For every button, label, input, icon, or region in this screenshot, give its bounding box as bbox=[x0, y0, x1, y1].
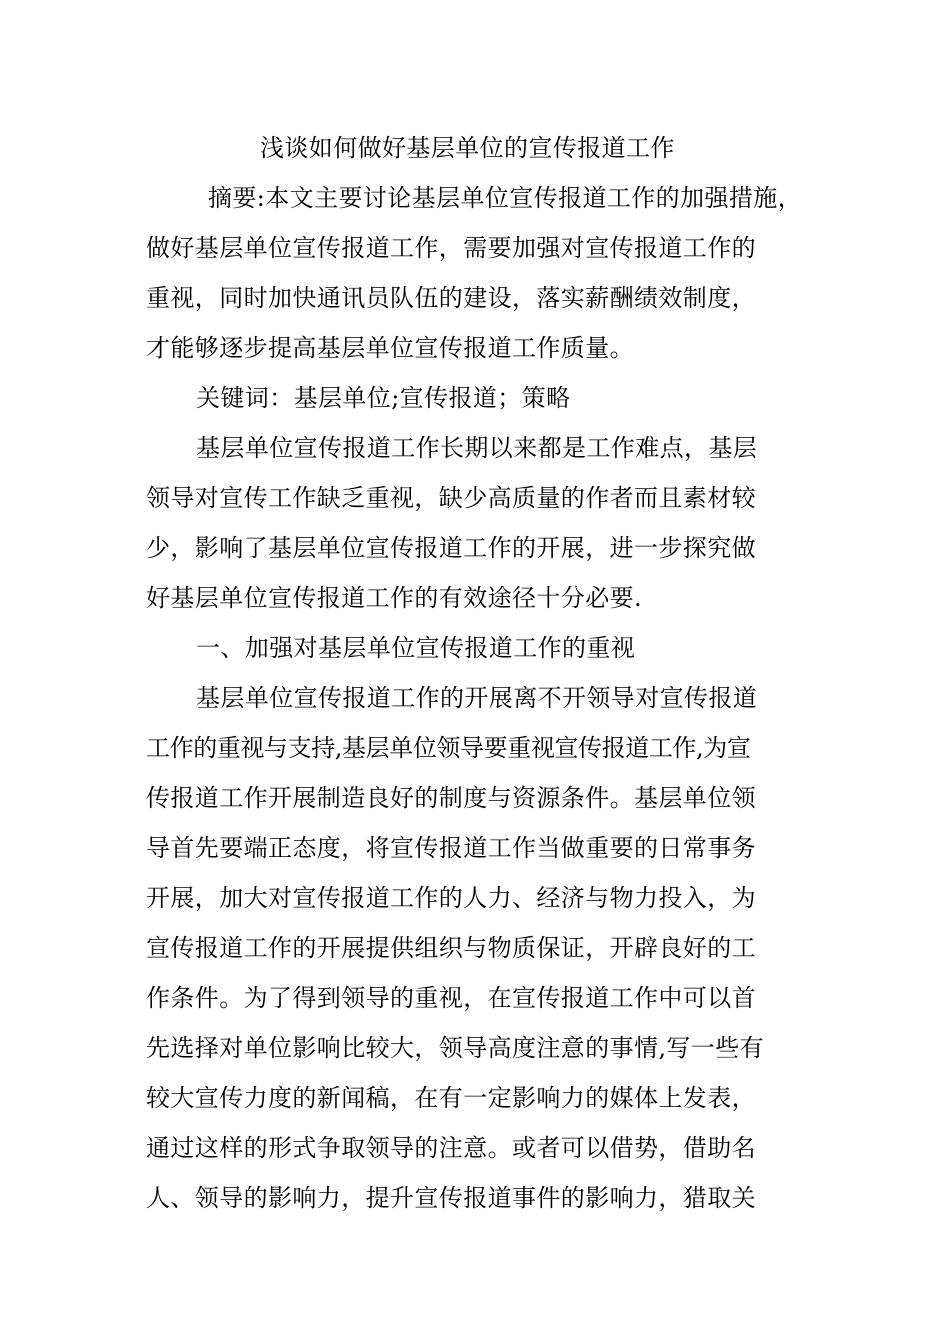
paragraph-line: 导首先要端正态度，将宣传报道工作当做重要的日常事务 bbox=[146, 834, 756, 862]
document-title: 浅谈如何做好基层单位的宣传报道工作 bbox=[260, 134, 675, 162]
paragraph-line: 宣传报道工作的开展提供组织与物质保证，开辟良好的工 bbox=[146, 934, 756, 962]
paragraph-line: 领导对宣传工作缺乏重视，缺少高质量的作者而且素材较 bbox=[146, 484, 756, 512]
paragraph-line: 作条件。为了得到领导的重视，在宣传报道工作中可以首 bbox=[146, 984, 756, 1012]
paragraph-line: 传报道工作开展制造良好的制度与资源条件。基层单位领 bbox=[146, 784, 756, 812]
paragraph-line: 较大宣传力度的新闻稿，在有一定影响力的媒体上发表， bbox=[146, 1084, 756, 1112]
abstract-line: 重视，同时加快通讯员队伍的建设，落实薪酬绩效制度， bbox=[146, 284, 756, 312]
paragraph-line: 人、领导的影响力，提升宣传报道事件的影响力，猎取关 bbox=[146, 1184, 756, 1212]
section-heading: 一、加强对基层单位宣传报道工作的重视 bbox=[196, 634, 636, 662]
paragraph-line: 基层单位宣传报道工作的开展离不开领导对宣传报道 bbox=[196, 684, 758, 712]
paragraph-line: 先选择对单位影响比较大，领导高度注意的事情,写一些有 bbox=[146, 1034, 765, 1062]
abstract-line: 才能够逐步提高基层单位宣传报道工作质量。 bbox=[146, 334, 634, 362]
paragraph-line: 开展，加大对宣传报道工作的人力、经济与物力投入，为 bbox=[146, 884, 756, 912]
keywords-line: 关键词：基层单位;宣传报道；策略 bbox=[196, 384, 571, 412]
paragraph-line: 工作的重视与支持,基层单位领导要重视宣传报道工作,为宣 bbox=[146, 734, 751, 762]
paragraph-line: 好基层单位宣传报道工作的有效途径十分必要. bbox=[146, 584, 643, 612]
paragraph-line: 基层单位宣传报道工作长期以来都是工作难点，基层 bbox=[196, 434, 758, 462]
abstract-line: 做好基层单位宣传报道工作，需要加强对宣传报道工作的 bbox=[146, 234, 756, 262]
paragraph-line: 通过这样的形式争取领导的注意。或者可以借势，借助名 bbox=[146, 1134, 756, 1162]
paragraph-line: 少，影响了基层单位宣传报道工作的开展，进一步探究做 bbox=[146, 534, 756, 562]
abstract-line: 摘要:本文主要讨论基层单位宣传报道工作的加强措施， bbox=[208, 184, 803, 212]
